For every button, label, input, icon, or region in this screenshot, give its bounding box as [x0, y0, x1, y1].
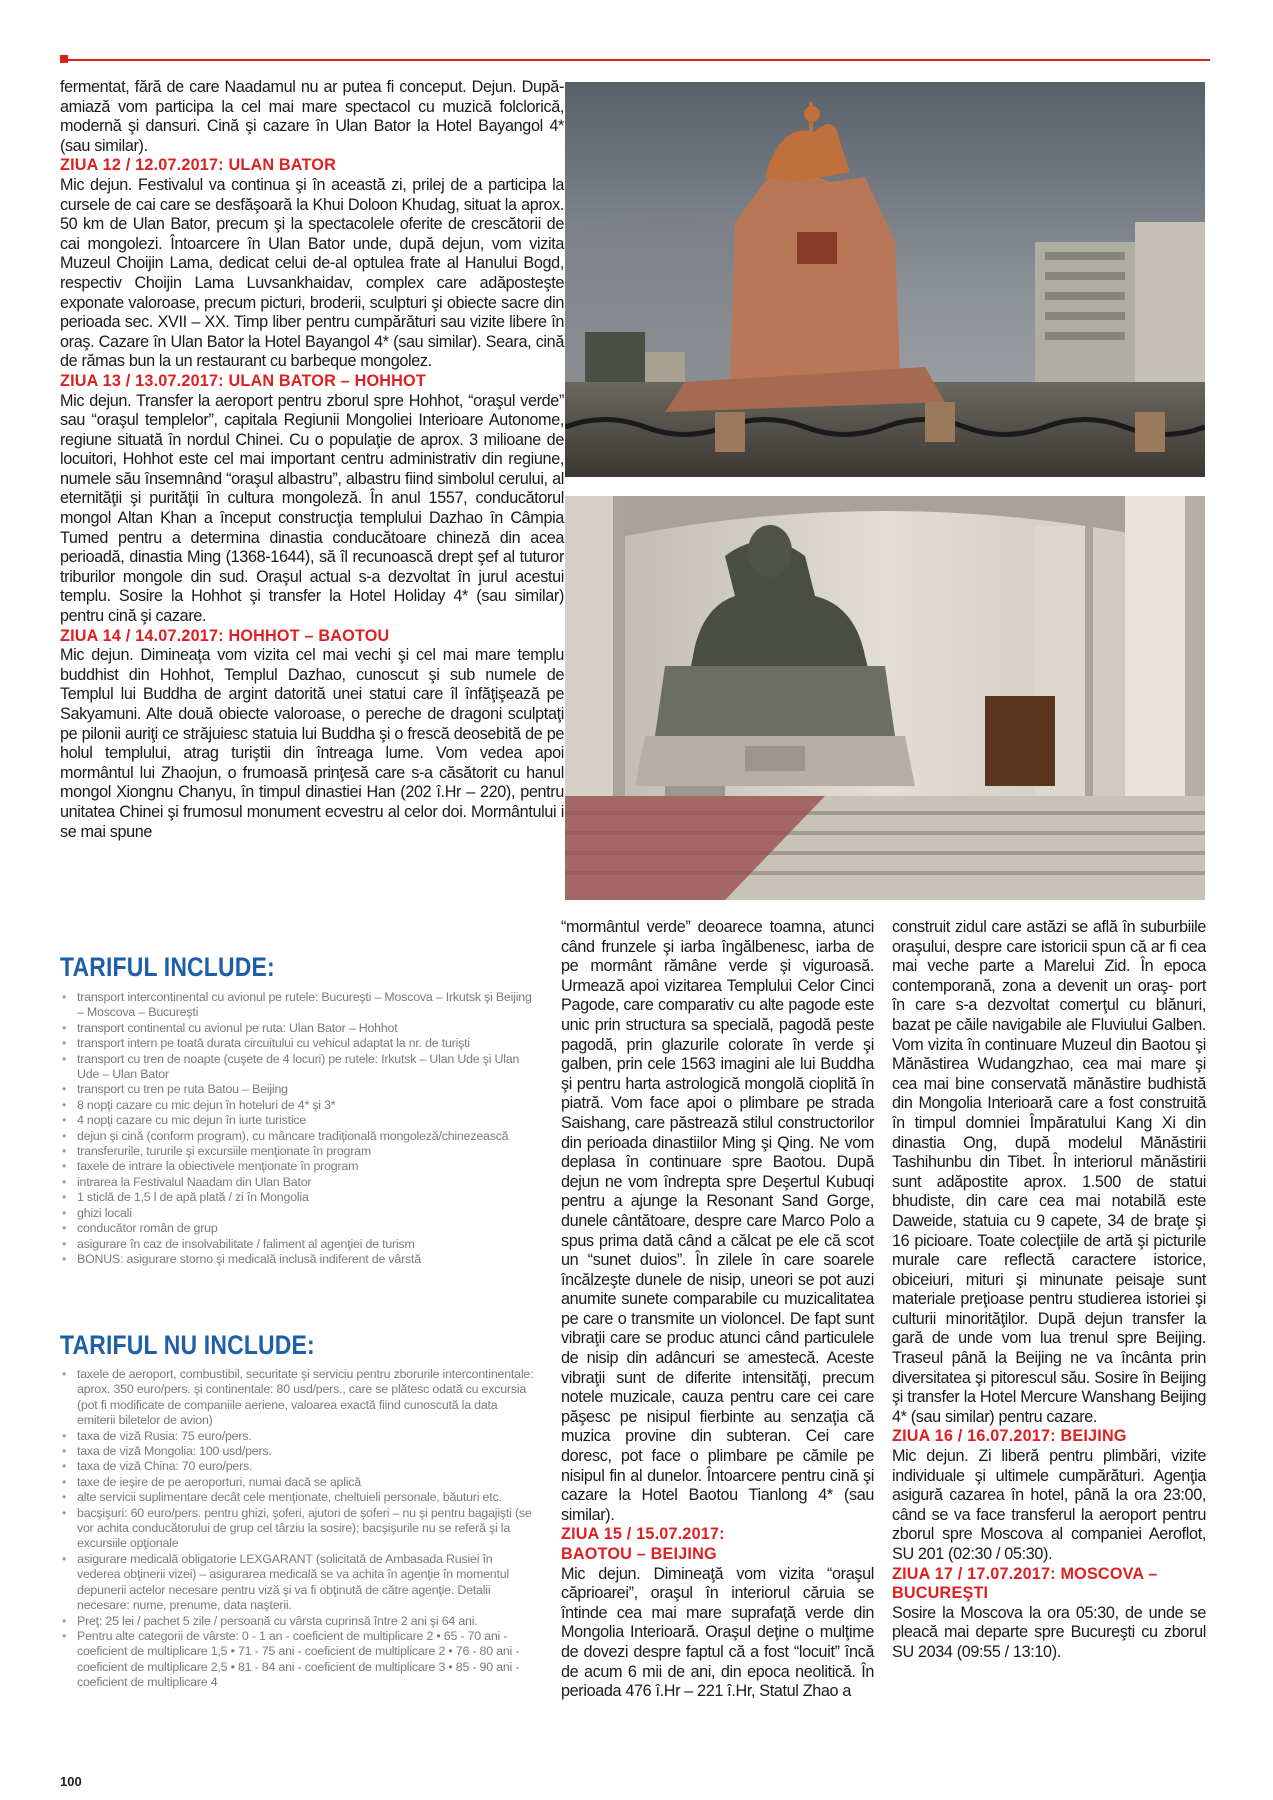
list-item: • bacşişuri: 60 euro/pers. pentru ghizi, şoferi, ajutori de şoferi – nu şi pentru bagajişti (se vor achita conducătorului de grup cel târziu la sosire); bacşişurile nu se referă şi la excursiile opţionale	[60, 1506, 538, 1552]
page-number: 100	[60, 1774, 82, 1789]
list-item: • asigurare medicală obligatorie LEXGARANT (solicitată de Ambasada Rusiei în vederea obţinerii vizei) – asigurarea medicală se va achita în agenţie în momentul depunerii actelor necesare pentru viză şi va fi obţinută de către agenţie. Detalii necesare: nume, prenume, data naşterii.	[60, 1552, 538, 1614]
list-item: • transport cu tren de noapte (cuşete de 4 locuri) pe rutele: Irkutsk – Ulan Ude şi Ulan Ude – Ulan Bator	[60, 1052, 538, 1083]
paragraph: Sosire la Moscova la ora 05:30, de unde se pleacă mai departe spre Bucureşti cu zborul SU 2034 (09:55 / 13:10).	[892, 1603, 1206, 1661]
list-item: • taxa de viză Mongolia: 100 usd/pers.	[60, 1444, 538, 1459]
day-heading: ZIUA 16 / 16.07.2017: BEIJING	[892, 1427, 1127, 1446]
list-item: • transferurile, tururile şi excursiile menţionate în program	[60, 1144, 538, 1159]
list-item: • ghizi locali	[60, 1206, 538, 1221]
paragraph: Mic dejun. Transfer la aeroport pentru zborul spre Hohhot, “oraşul verde” sau “oraşul templelor”, capitala Regiunii Mongoliei Interioare Autonome, regiune situată în nordul Chinei. Cu o populaţie de aprox. 3 milioane de locuitori, Hohhot este cel mai important centru administrativ din regiune, numele său însemnând “oraşul albastru”, albastru fiind simbolul cerului, al eternităţii şi purităţii în cultura mongoleză. În anul 1557, conducătorul mongol Altan Khan a început construcţia templului Dazhao în Câmpia Tumed pentru a determina dinastia conducătoare chineză din acea perioadă, dinastia Ming (1368-1644), să îl recunoască drept şef al tuturor triburilor mongole din sud. Oraşul actual s-a dezvoltat în jurul acestui templu. Sosire la Hohhot şi transfer la Hotel Holiday 4* (sau similar) pentru cină şi cazare.	[60, 391, 564, 626]
day-heading: BUCUREŞTI	[892, 1584, 989, 1603]
seated-statue-photo	[565, 496, 1205, 900]
paragraph: Mic dejun. Zi liberă pentru plimbări, vizite individuale şi ultimele cumpărături. Agenţia asigură cazarea în hotel, până la ora 23:00, când se va face transferul la aeroport pentru zborul spre Moscova al companiei Aeroflot, SU 201 (02:30 / 05:30).	[892, 1447, 1206, 1563]
list-item: • BONUS: asigurare storno şi medicală inclusă indiferent de vârstă	[60, 1252, 538, 1267]
equestrian-statue-photo	[565, 82, 1205, 477]
tariff-included-title: TARIFUL INCLUDE:	[60, 952, 275, 982]
day-heading: ZIUA 12 / 12.07.2017: ULAN BATOR	[60, 156, 336, 175]
list-item: • transport intern pe toată durata circuitului cu vehicul adaptat la nr. de turişti	[60, 1036, 538, 1051]
paragraph: fermentat, fără de care Naadamul nu ar putea fi conceput. Dejun. După-amiază vom participa la cel mai mare spectacol cu muzică folclorică, modernă şi dansuri. Cină şi cazare în Ulan Bator la Hotel Bayangol 4* (sau similar).	[60, 78, 564, 155]
tariff-included-list	[60, 990, 538, 1267]
itinerary-column-1	[60, 78, 564, 842]
list-item: • transport continental cu avionul pe ruta: Ulan Bator – Hohhot	[60, 1021, 538, 1036]
list-item: • Pentru alte categorii de vârste: 0 - 1 an - coeficient de multiplicare 2 • 65 - 70 ani - coeficient de multiplicare 1,5 • 71 - 75 ani - coeficient de multiplicare 2 • 76 - 80 ani - coeficient de multiplicare 2,5 • 81 - 84 ani - coeficient de multiplicare 3 • 85 - 90 ani - coeficient de multiplicare 4	[60, 1629, 538, 1691]
list-item: • taxele de aeroport, combustibil, securitate şi serviciu pentru zborurile intercontinentale: aprox. 350 euro/pers. şi continentale: 80 usd/pers., care se plătesc odată cu excursia (pot fi modificate de companiile aeriene, valoarea exactă fiind cunoscută la data emiterii biletelor de avion)	[60, 1367, 538, 1429]
list-item: • Preţ: 25 lei / pachet 5 zile / persoană cu vârsta cuprinsă între 2 ani şi 64 ani.	[60, 1614, 538, 1629]
paragraph: Mic dejun. Dimineaţa vom vizita cel mai vechi şi cel mai mare templu buddhist din Hohhot, Templul Dazhao, cunoscut şi sub numele de Templul lui Buddha de argint datorită unei statui care îl înfăţişează pe Sakyamuni. Alte două obiecte valoroase, o pereche de dragoni sculptaţi pe pilonii auriţi ce străjuiesc statuia lui Buddha şi o frescă deosebită de pe holul templului, atrag turiştii din întreaga lume. Vom vedea apoi mormântul lui Zhaojun, o frumoasă prinţesă care s-a căsătorit cu hanul mongol Xiongnu Chanyu, în timpul dinastiei Han (202 î.Hr – 220), pentru unitatea Chinei şi frumosul monument ecvestru al celor doi. Mormântului i se mai spune	[60, 646, 564, 841]
day-heading: ZIUA 13 / 13.07.2017: ULAN BATOR – HOHHOT	[60, 371, 426, 390]
list-item: • taxa de viză China: 70 euro/pers.	[60, 1459, 538, 1474]
paragraph: Mic dejun. Festivalul va continua şi în această zi, prilej de a participa la cursele de cai care se desfăşoară la Khui Doloon Khudag, situat la aprox. 50 km de Ulan Bator, precum şi la spectacolele oferite de crescătorii de cai mongolezi. Întoarcere în Ulan Bator unde, după dejun, vom vizita Muzeul Choijin Lama, dedicat celui de-al optulea frate al Hanului Bogd, respectiv Choijin Lama Luvsankhaidav, complex care adăposteşte exponate valoroase, precum picturi, broderii, sculpturi şi obiecte sacre din perioada sec. XVII – XX. Timp liber pentru cumpărături sau vizite libere în oraş. Cazare în Ulan Bator la Hotel Bayangol 4* (sau similar). Seara, cină de rămas bun la un restaurant cu barbeque mongolez.	[60, 175, 564, 371]
paragraph: “mormântul verde” deoarece toamna, atunci când frunzele şi iarba îngălbenesc, iarba de pe mormânt rămâne verde şi viguroasă. Urmează apoi vizitarea Templului Celor Cinci Pagode, care comparativ cu alte pagode este unic prin structura sa specială, pagodă peste pagodă, prin glazurile colorate în verde şi galben, prin cele 1563 imagini ale lui Buddha şi pentru harta astrologică mongolă cioplită în piatră. Vom face apoi o plimbare pe strada Saishang, care păstrează stilul constructorilor din perioada dinastiilor Ming şi Qing. Ne vom deplasa în continuare spre Baotou. După dejun ne vom îndrepta spre Deşertul Kubuqi pentru a ajunge la Resonant Sand Gorge, dunele cântătoare, despre care Marco Polo a spus prima dată când a călcat pe ele că scot un “sunet duios”. În zilele în care soarele încălzeşte dunele de nisip, uneori se pot auzi anumite sunete comparabile cu muzicalitatea pe care o transmite un violoncel. De fapt sunt vibraţii care se produc atunci când particulele de nisip din adâncuri se amestecă. Aceste vibraţii sunt de diferite intensităţi, precum notele muzicale, cauza pentru care cei care păşesc pe nisipul fierbinte au senzaţia că muzica provine din subteran. Cei care doresc, pot face o plimbare pe cămile pe nisipul fin al dunelor. Întoarcere pentru cină şi cazare la Hotel Baotou Tianlong 4* (sau similar).	[561, 918, 874, 1524]
day-heading: ZIUA 14 / 14.07.2017: HOHHOT – BAOTOU	[60, 626, 390, 645]
list-item: • taxele de intrare la obiectivele menţionate în program	[60, 1159, 538, 1174]
day-heading: ZIUA 15 / 15.07.2017:	[561, 1525, 725, 1544]
list-item: • taxe de ieşire de pe aeroporturi, numai dacă se aplică	[60, 1475, 538, 1490]
list-item: • dejun şi cină (conform program), cu mâncare tradiţională mongoleză/chinezească	[60, 1129, 538, 1144]
paragraph: Mic dejun. Dimineaţă vom vizita “oraşul căprioarei”, oraşul în interiorul căruia se întinde cea mai mare suprafaţă verde din Mongolia Interioară. Oraşul deţine o mulţime de dovezi despre faptul că a fost “locuit” încă de acum 6 mii de ani, din epoca neolitică. În perioada 476 î.Hr – 221 î.Hr, Statul Zhao a	[561, 1564, 874, 1701]
tariff-excluded-title: TARIFUL NU INCLUDE:	[60, 1330, 315, 1360]
list-item: • 1 sticlă de 1,5 l de apă plată / zi în Mongolia	[60, 1190, 538, 1205]
list-item: • transport intercontinental cu avionul pe rutele: Bucureşti – Moscova – Irkutsk şi Beijing – Moscova – Bucureşti	[60, 990, 538, 1021]
list-item: • asigurare în caz de insolvabilitate / faliment al agenţiei de turism	[60, 1237, 538, 1252]
top-rule	[60, 59, 1210, 61]
day-heading: ZIUA 17 / 17.07.2017: MOSCOVA –	[892, 1564, 1158, 1583]
list-item: • alte servicii suplimentare decât cele menţionate, cheltuieli personale, băuturi etc.	[60, 1490, 538, 1505]
itinerary-column-3	[892, 918, 1206, 1663]
tariff-excluded-list	[60, 1367, 538, 1691]
day-heading: BAOTOU – BEIJING	[561, 1545, 717, 1563]
list-item: • 8 nopţi cazare cu mic dejun în hoteluri de 4* şi 3*	[60, 1098, 538, 1113]
list-item: • intrarea la Festivalul Naadam din Ulan Bator	[60, 1175, 538, 1190]
list-item: • taxa de viză Rusia: 75 euro/pers.	[60, 1429, 538, 1444]
itinerary-column-2	[561, 918, 874, 1702]
top-rule-marker	[60, 55, 68, 63]
list-item: • conducător român de grup	[60, 1221, 538, 1236]
list-item: • transport cu tren pe ruta Batou – Beijing	[60, 1082, 538, 1097]
paragraph: construit zidul care astăzi se află în suburbiile oraşului, despre care istoricii spun că ar fi cea mai veche parte a Marelui Zid. În epoca contemporană, zona a devenit un oraş- port în care s-a dezvoltat comerţul cu blănuri, bazat pe căile navigabile ale Fluviului Galben. Vom vizita în continuare Muzeul din Baotou şi Mănăstirea Wudangzhao, cea mai mare şi cea mai bine conservată mănăstire budhistă din Mongolia Interioară care a fost construită în timpul domniei Împăratului Kang Xi din dinastia Ong, după modelul Mănăstirii Tashihunbu din Tibet. În interiorul mănăstirii sunt adăpostite aprox. 1.500 de statui bhudiste, din care cea mai notabilă este Daweide, statuia cu 9 capete, 34 de braţe şi 16 picioare. Toate colecţiile de artă şi picturile murale care reflectă caractere istorice, obiceiuri, mituri şi minunate peisaje sunt materiale preţioase pentru studierea istoriei şi culturii minorităţilor. După dejun transfer la gară de unde vom lua trenul spre Beijing. Traseul până la Beijing ne va încânta prin diversitatea şi pitorescul său. Sosire în Beijing şi transfer la Hotel Mercure Wanshang Beijing 4* (sau similar) pentru cazare.	[892, 918, 1206, 1426]
list-item: • 4 nopţi cazare cu mic dejun în iurte turistice	[60, 1113, 538, 1128]
